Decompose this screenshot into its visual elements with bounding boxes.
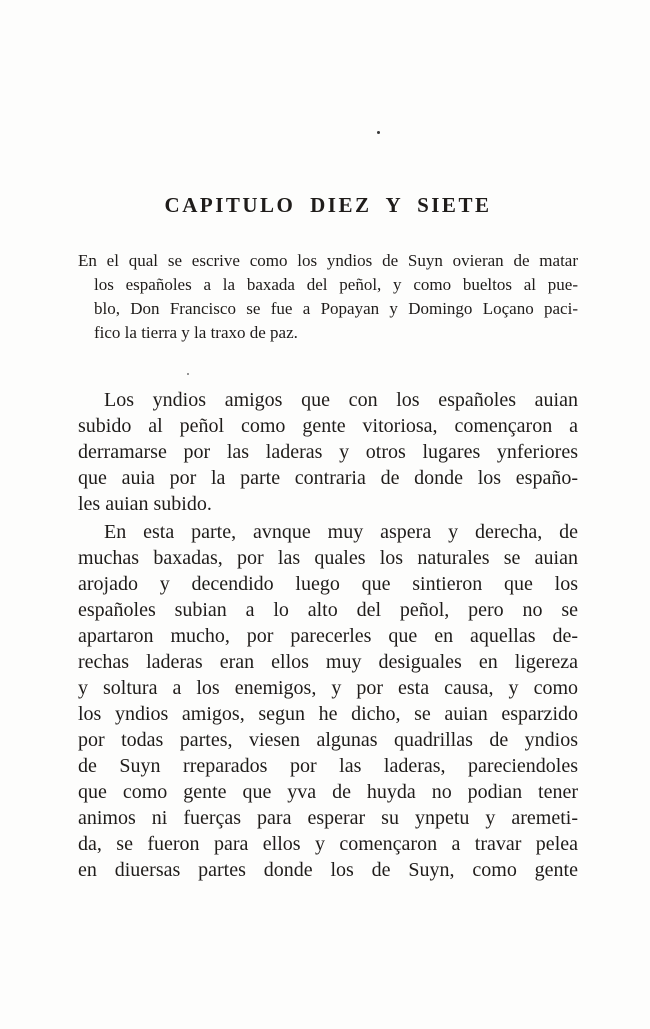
text-line: los yndios amigos, segun he dicho, se auian esparzido xyxy=(78,703,578,725)
text-line: españoles subian a lo alto del peñol, pero no se xyxy=(78,599,578,621)
scan-speck xyxy=(377,131,380,134)
text-line: da, se fueron para ellos y començaron a travar pelea xyxy=(78,833,578,855)
text-line: En el qual se escrive como los yndios de Suyn ovieran de matar xyxy=(78,251,578,270)
paragraph xyxy=(78,519,578,883)
text-line: Los yndios amigos que con los españoles auian xyxy=(104,389,578,411)
body-text xyxy=(78,387,578,883)
scan-speck xyxy=(187,373,189,375)
paragraph xyxy=(78,387,578,517)
text-line: los españoles a la baxada del peñol, y como bueltos al pue- xyxy=(94,275,578,294)
text-line: y soltura a los enemigos, y por esta causa, y como xyxy=(78,677,578,699)
chapter-summary xyxy=(78,249,578,345)
text-line: les auian subido. xyxy=(78,493,212,515)
text-line: por todas partes, viesen algunas quadrillas de yndios xyxy=(78,729,578,751)
chapter-title: CAPITULO DIEZ Y SIETE xyxy=(164,193,492,217)
text-line: arojado y decendido luego que sintieron que los xyxy=(78,573,578,595)
text-line: rechas laderas eran ellos muy desiguales en ligereza xyxy=(78,651,578,673)
text-line: subido al peñol como gente vitoriosa, començaron a xyxy=(78,415,578,437)
text-line: muchas baxadas, por las quales los naturales se auian xyxy=(78,547,578,569)
text-line: que como gente que yva de huyda no podian tener xyxy=(78,781,578,803)
text-line: En esta parte, avnque muy aspera y derecha, de xyxy=(104,521,578,543)
text-line: que auia por la parte contraria de donde los españo- xyxy=(78,467,578,489)
text-line: animos ni fuerças para esperar su ynpetu y aremeti- xyxy=(78,807,578,829)
text-line: de Suyn rreparados por las laderas, pareciendoles xyxy=(78,755,578,777)
text-line: apartaron mucho, por parecerles que en aquellas de- xyxy=(78,625,578,647)
text-line: blo, Don Francisco se fue a Popayan y Domingo Loçano paci- xyxy=(94,299,578,318)
text-line: en diuersas partes donde los de Suyn, como gente xyxy=(78,859,578,881)
text-line: fico la tierra y la traxo de paz. xyxy=(94,323,298,342)
text-line: derramarse por las laderas y otros lugares ynferiores xyxy=(78,441,578,463)
